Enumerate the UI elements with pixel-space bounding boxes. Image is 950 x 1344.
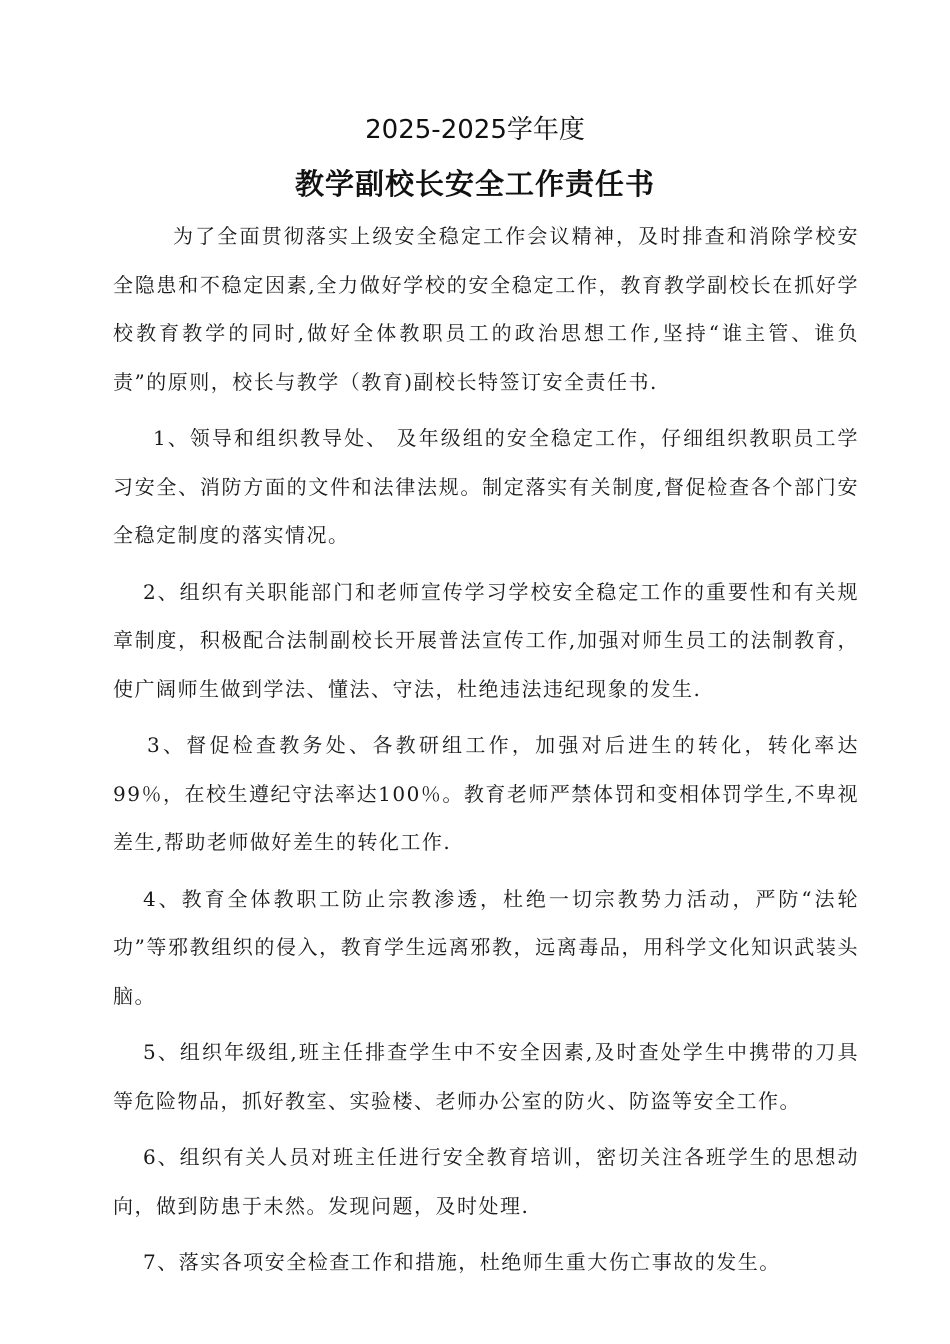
intro-paragraph: 为了全面贯彻落实上级安全稳定工作会议精神，及时排查和消除学校安全隐患和不稳定因素,全力做好学校的安全稳定工作，教育教学副校长在抓好学校教育教学的同时,做好全体教职员工的政治思想工作,坚持“谁主管、谁负责”的原则，校长与教学（教育)副校长特签订安全责任书. [113,224,859,394]
item-paragraph-5: 5、组织年级组,班主任排查学生中不安全因素,及时查处学生中携带的刀具等危险物品，抓好教室、实验楼、老师办公室的防火、防盗等安全工作。 [113,1040,859,1113]
document-main-title: 教学副校长安全工作责任书 [294,167,655,201]
item-paragraph-7: 7、落实各项安全检查工作和措施，杜绝师生重大伤亡事故的发生。 [143,1250,781,1274]
item-paragraph-4: 4、教育全体教职工防止宗教渗透，杜绝一切宗教势力活动，严防“法轮功”等邪教组织的侵入，教育学生远离邪教，远离毒品，用科学文化知识武装头脑。 [113,886,859,1008]
document-body [113,212,859,1287]
document-year-title: 2025-2025学年度 [365,115,585,145]
item-paragraph-1: 1、领导和组织教导处、 及年级组的安全稳定工作，仔细组织教职员工学习安全、消防方面的文件和法律法规。制定落实有关制度,督促检查各个部门安全稳定制度的落实情况。 [113,426,859,547]
item-paragraph-2: 2、组织有关职能部门和老师宣传学习学校安全稳定工作的重要性和有关规章制度，积极配合法制副校长开展普法宣传工作,加强对师生员工的法制教育，使广阔师生做到学法、懂法、守法，杜绝违法违纪现象的发生. [113,579,859,701]
item-paragraph-3: 3、督促检查教务处、各教研组工作，加强对后进生的转化，转化率达99％，在校生遵纪守法率达100％。教育老师严禁体罚和变相体罚学生,不卑视差生,帮助老师做好差生的转化工作. [113,733,859,854]
item-paragraph-6: 6、组织有关人员对班主任进行安全教育培训，密切关注各班学生的思想动向，做到防患于未然。发现问题，及时处理. [113,1145,859,1218]
